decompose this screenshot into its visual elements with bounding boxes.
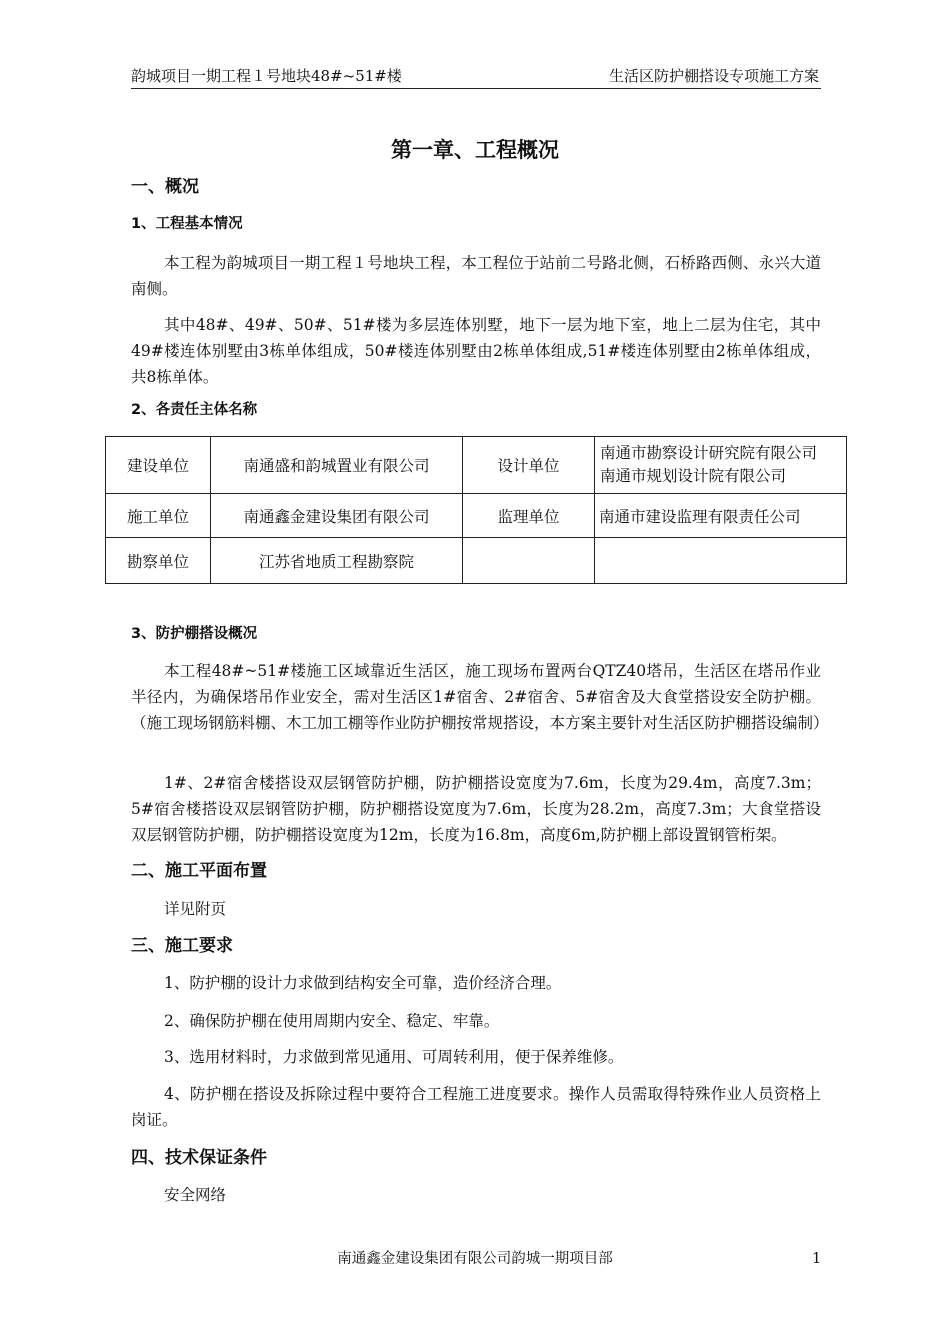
basic-info-paragraph-2: 其中48#、49#、50#、51#楼为多层连体别墅，地下一层为地下室，地上二层为住宅，其中49#楼连体别墅由3栋单体组成，50#楼连体别墅由2栋单体组成,51#楼连体别墅由2栋单体组成，共8栋单体。 xyxy=(131,316,821,386)
design-institute-1: 南通市勘察设计研究院有限公司 xyxy=(600,444,818,462)
table-cell: 勘察单位 xyxy=(106,538,211,584)
requirement-item: 1、防护棚的设计力求做到结构安全可靠，造价经济合理。 xyxy=(164,974,562,992)
table-cell: 监理单位 xyxy=(463,494,595,538)
table-cell: 江苏省地质工程勘察院 xyxy=(211,538,463,584)
subsection-shed-overview-heading: 3、防护棚搭设概况 xyxy=(131,626,258,642)
requirement-item: 4、防护棚在搭设及拆除过程中要符合工程施工进度要求。操作人员需取得特殊作业人员资格上岗证。 xyxy=(131,1085,821,1129)
header-plan-title: 生活区防护棚搭设专项施工方案 xyxy=(608,67,819,85)
table-cell: 南通鑫金建设集团有限公司 xyxy=(211,494,463,538)
requirement-item: 3、选用材料时，力求做到常见通用、可周转利用，便于保养维修。 xyxy=(164,1048,624,1066)
table-row xyxy=(106,494,847,538)
section-technical-assurance-heading: 四、技术保证条件 xyxy=(131,1148,267,1168)
table-cell: 南通盛和韵城置业有限公司 xyxy=(211,437,463,494)
basic-info-paragraph-1: 本工程为韵城项目一期工程１号地块工程，本工程位于站前二号路北侧，石桥路西侧、永兴大道南侧。 xyxy=(131,254,821,298)
responsible-parties-table xyxy=(105,436,847,584)
page-header xyxy=(131,66,821,89)
table-cell: 设计单位 xyxy=(463,437,595,494)
shed-overview-paragraph-1: 本工程48#~51#楼施工区域靠近生活区，施工现场布置两台QTZ40塔吊，生活区在塔吊作业半径内，为确保塔吊作业安全，需对生活区1#宿舍、2#宿舍、5#宿舍及大食堂搭设安全防护棚。（施工现场钢筋料棚、木工加工棚等作业防护棚按常规搭设，本方案主要针对生活区防护棚搭设编制） xyxy=(131,662,829,732)
table-row xyxy=(106,538,847,584)
page-number: 1 xyxy=(812,1251,822,1267)
table-cell: 南通市建设监理有限责任公司 xyxy=(595,494,847,538)
section-requirements-heading: 三、施工要求 xyxy=(131,936,233,956)
table-cell xyxy=(463,538,595,584)
technical-assurance-text: 安全网络 xyxy=(164,1186,227,1204)
table-cell xyxy=(595,437,847,494)
table-cell: 施工单位 xyxy=(106,494,211,538)
shed-overview-paragraph-2: 1#、2#宿舍楼搭设双层钢管防护棚，防护棚搭设宽度为7.6m，长度为29.4m，高度7.3m；5#宿舍楼搭设双层钢管防护棚，防护棚搭设宽度为7.6m，长度为28.2m，高度7.3m；大食堂搭设双层钢管防护棚，防护棚搭设宽度为12m，长度为16.8m，高度6m,防护棚上部设置钢管桁架。 xyxy=(131,774,821,844)
section-overview-heading: 一、概况 xyxy=(131,177,199,197)
chapter-title: 第一章、工程概况 xyxy=(391,138,559,162)
site-layout-text: 详见附页 xyxy=(164,900,227,918)
footer-company: 南通鑫金建设集团有限公司韵城一期项目部 xyxy=(337,1251,613,1267)
header-project: 韵城项目一期工程１号地块48#~51#楼 xyxy=(131,67,402,85)
design-institute-2: 南通市规划设计院有限公司 xyxy=(600,467,787,485)
table-cell xyxy=(595,538,847,584)
table-row xyxy=(106,437,847,494)
subsection-basic-info-heading: 1、工程基本情况 xyxy=(131,216,243,232)
subsection-responsible-parties-heading: 2、各责任主体名称 xyxy=(131,402,258,418)
section-site-layout-heading: 二、施工平面布置 xyxy=(131,861,267,881)
requirement-item: 2、确保防护棚在使用周期内安全、稳定、牢靠。 xyxy=(164,1012,500,1030)
table-cell: 建设单位 xyxy=(106,437,211,494)
